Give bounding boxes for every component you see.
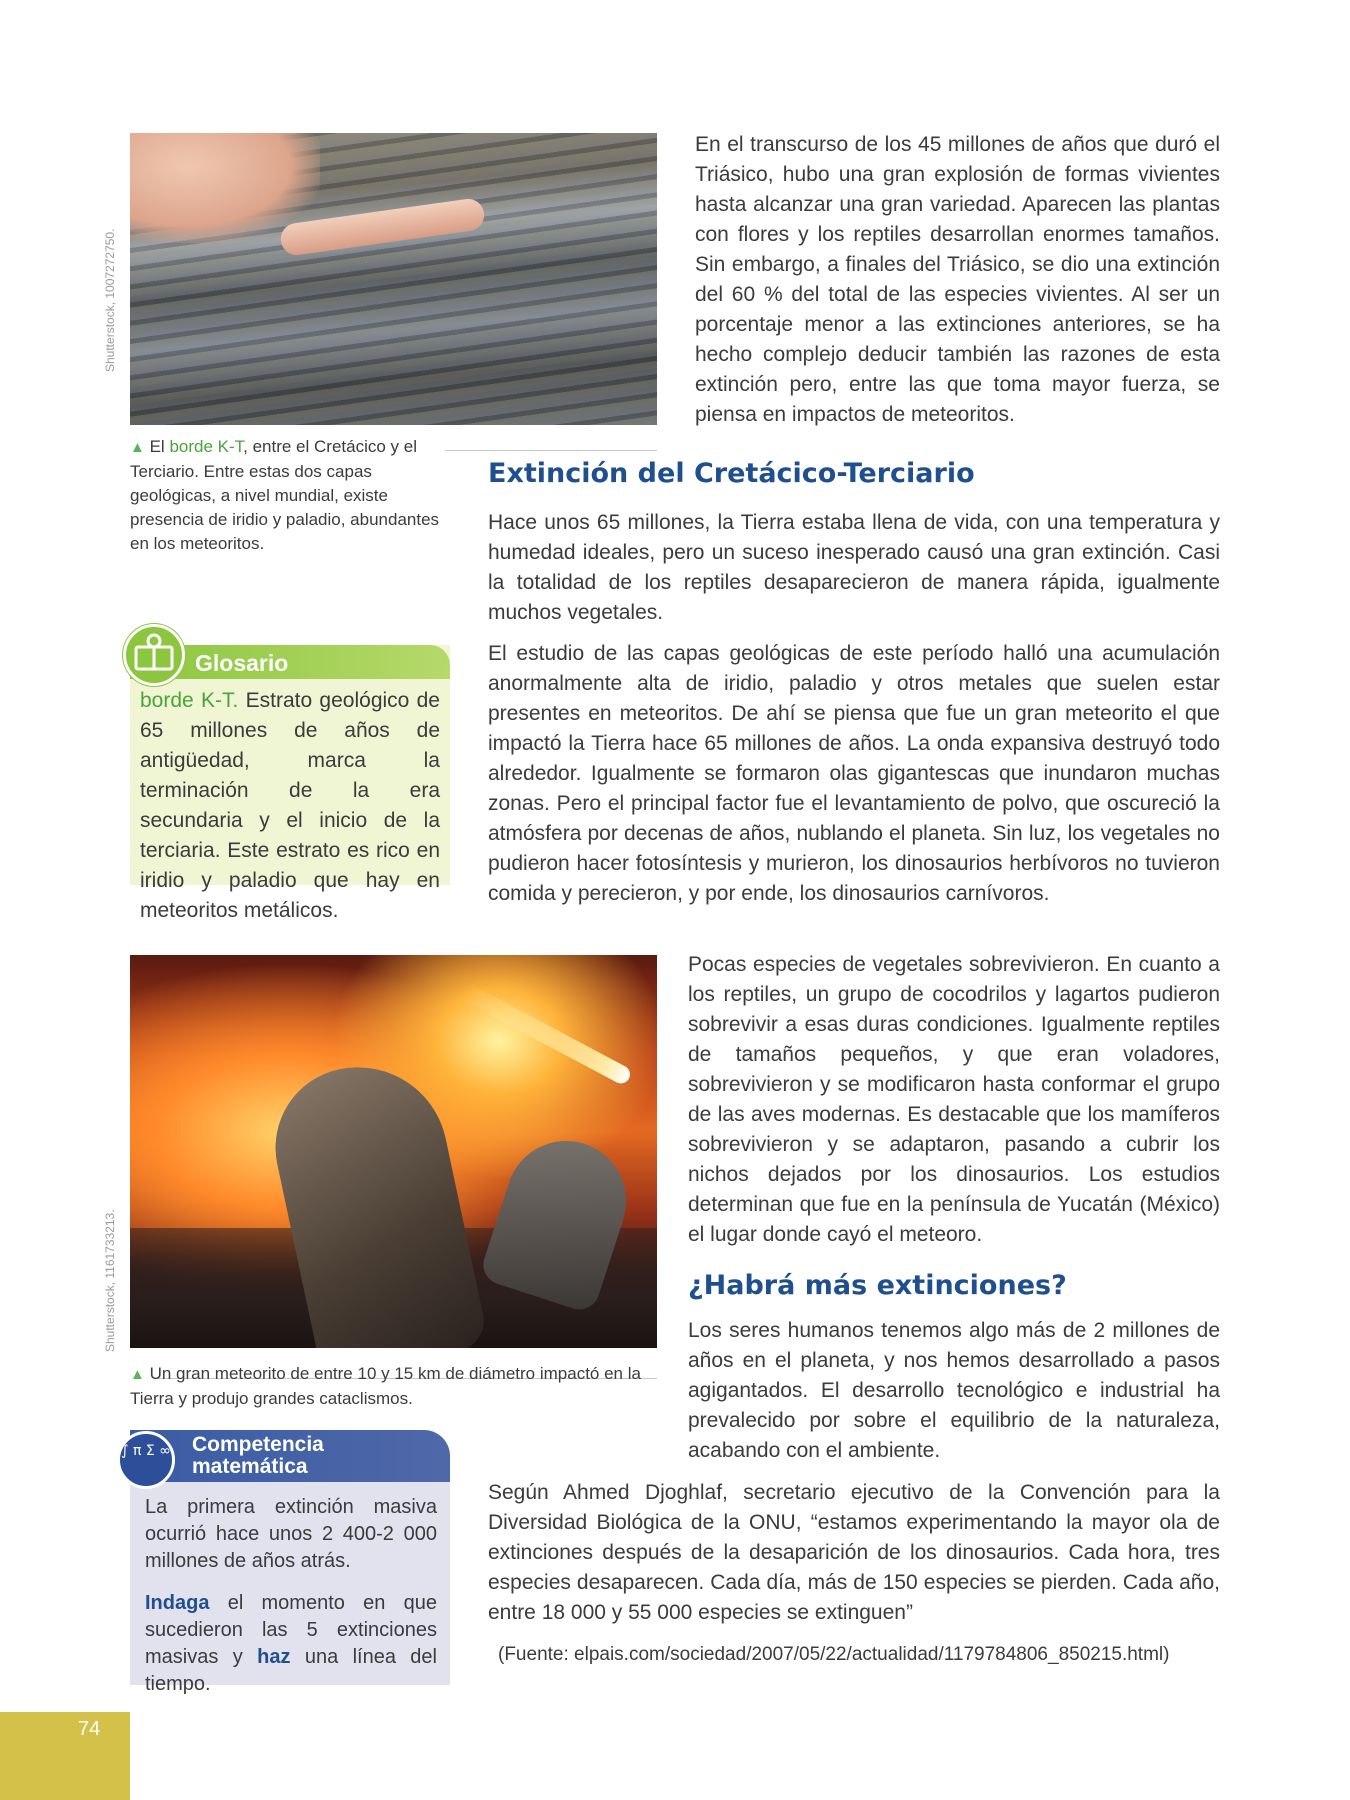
dinosaur-meteor-photo (130, 955, 657, 1348)
dino-photo-credit: Shutterstock, 1161733213. (103, 1209, 117, 1352)
book-lightbulb-icon (123, 624, 185, 686)
rock-caption (130, 435, 455, 556)
glosario-definition-text: Estrato geológico de 65 millones de años de antigüedad, marca la terminación de la era secundaria y el inicio de la terciaria. Este estrato es rico en iridio y paladio que hay en meteoritos metálicos. (140, 689, 440, 922)
dino-caption-text: Un gran meteorito de entre 10 y 15 km de diámetro impactó en la Tierra y produjo grandes cataclismos. (130, 1364, 641, 1408)
footer-strip (0, 1712, 130, 1800)
haz-verb: haz (257, 1646, 291, 1668)
source-citation: (Fuente: elpais.com/sociedad/2007/05/22/actualidad/1179784806_850215.html) (498, 1644, 1170, 1665)
section1-title: Extinción del Cretácico-Terciario (488, 458, 975, 489)
competencia-p2-mid: el momento en que sucedieron las 5 extinciones masivas y (145, 1592, 437, 1668)
section2-title: ¿Habrá más extinciones? (688, 1270, 1067, 1301)
math-symbols-glyphs: ∫ π Σ ∞ (121, 1443, 171, 1459)
section1-paragraph-3: Pocas especies de vegetales sobrevivieron. En cuanto a los reptiles, un grupo de cocodrilos y lagartos pudieron sobrevivir a esas duras condiciones. Igualmente reptiles de tamaños pequeños, y que eran voladores, sobrevivieron y se modificaron hasta conformar el grupo de las aves modernas. Es destacable que los mamíferos sobrevivieron y se adaptaron, pasando a cubrir los nichos dejados por los dinosaurios. Los estudios determinan que fue en la península de Yucatán (México) el lugar donde cayó el meteoro. (688, 953, 1220, 1246)
section2-paragraph-2: Según Ahmed Djoghlaf, secretario ejecutivo de la Convención para la Diversidad Biológica de la ONU, “estamos experimentando la mayor ola de extinciones después de la desaparición de los dinosaurios. Cada hora, tres especies desaparecen. Cada día, más de 150 especies se pierden. Cada año, entre 18 000 y 55 000 especies se extinguen” (488, 1481, 1220, 1624)
competencia-p2-end: una línea del tiempo. (145, 1646, 437, 1695)
section1-paragraph-1: Hace unos 65 millones, la Tierra estaba llena de vida, con una temperatura y humedad ideales, pero un suceso inesperado causó una gran extinción. Casi la totalidad de los reptiles desaparecieron de manera rápida, igualmente muchos vegetales. (488, 511, 1220, 624)
competencia-title (192, 1434, 324, 1478)
page-number: 74 (78, 1718, 101, 1740)
competencia-paragraph-2 (145, 1590, 437, 1698)
section2-paragraph-1: Los seres humanos tenemos algo más de 2 millones de años en el planeta, y nos hemos desarrollado a pasos agigantados. El desarrollo tecnológico e industrial ha prevalecido por sobre el equilibrio de la naturaleza, acabando con el ambiente. (688, 1319, 1220, 1462)
caption-term: borde K-T (169, 437, 244, 456)
rock-strata-photo (130, 133, 657, 425)
rock-photo-credit: Shutterstock, 1007272750. (103, 228, 117, 372)
caption-rule (445, 450, 657, 451)
caption-rest: Terciario. Entre estas dos capas geológicas, a nivel mundial, existe presencia de iridio y paladio, abundantes en los meteoritos. (130, 462, 440, 553)
dino-caption (130, 1362, 670, 1411)
glosario-definition (140, 686, 440, 926)
competencia-title-line2: matemática (192, 1455, 308, 1478)
section1-paragraph-2: El estudio de las capas geológicas de este período halló una acumulación anormalmente alta de iridio, paladio y otros metales que suelen estar presentes en meteoritos. De ahí se piensa que fue un gran meteorito el que impactó la Tierra hace 65 millones de años. La onda expansiva destruyó todo alrededor. Igualmente se formaron olas gigantescas que inundaron muchas zonas. Pero el principal factor fue el levantamiento de polvo, que oscureció la atmósfera por decenas de años, nublando el planeta. Sin luz, los vegetales no pudieron hacer fotosíntesis y murieron, los dinosaurios herbívoros no tuvieron comida y perecieron, y por ende, los dinosaurios carnívoros. (488, 642, 1220, 905)
indaga-verb: Indaga (145, 1592, 210, 1614)
meteor-streak (457, 981, 633, 1086)
competencia-title-line1: Competencia (192, 1433, 324, 1456)
triangle-icon: ▲ (130, 439, 145, 456)
caption-line1-rest: , entre el Cretácico y el (243, 437, 417, 456)
intro-paragraph: En el transcurso de los 45 millones de años que duró el Triásico, hubo una gran explosión de formas vivientes hasta alcanzar una gran variedad. Aparecen las plantas con flores y los reptiles desarrollan enormes tamaños. Sin embargo, a finales del Triásico, se dio una extinción del 60 % del total de las especies vivientes. Al ser un porcentaje menor a las extinciones anteriores, se ha hecho complejo deducir también las razones de esta extinción pero, entre las que toma mayor fuerza, se piensa en impactos de meteoritos. (695, 133, 1220, 426)
caption-pre: El (149, 437, 170, 456)
math-symbols-icon (117, 1431, 175, 1489)
glosario-term: borde K-T. (140, 689, 239, 712)
triangle-icon: ▲ (130, 1366, 145, 1383)
glosario-title: Glosario (195, 650, 289, 676)
competencia-paragraph-1: La primera extinción masiva ocurrió hace unos 2 400-2 000 millones de años atrás. (145, 1496, 437, 1572)
